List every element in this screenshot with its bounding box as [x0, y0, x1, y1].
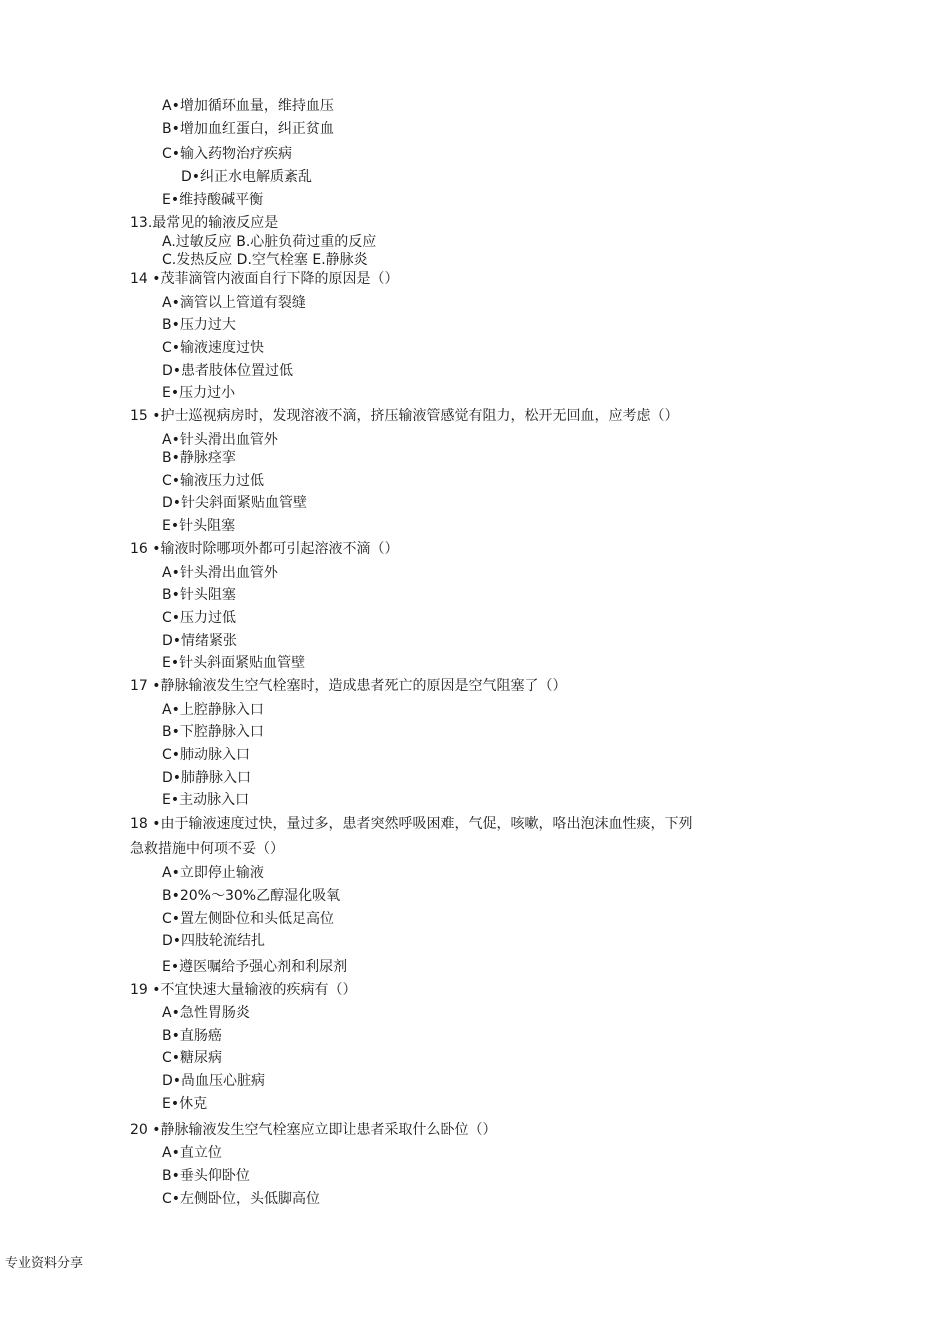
question-18: 18 •由于输液速度过快，量过多，患者突然呼吸困难，气促，咳嗽，咯出泡沫血性痰，下列 — [130, 816, 693, 832]
question-20: 20 •静脉输液发生空气栓塞应立即让患者采取什么卧位（） — [130, 1122, 497, 1138]
options-line: A.过敏反应 B.心脏负荷过重的反应 — [162, 234, 377, 250]
option-c: C•置左侧卧位和头低足高位 — [162, 911, 335, 927]
option-d: D•情绪紧张 — [162, 633, 238, 649]
question-17: 17 •静脉输液发生空气栓塞时，造成患者死亡的原因是空气阻塞了（） — [130, 678, 567, 694]
option-b: B•直肠癌 — [162, 1028, 222, 1044]
option-b: B•静脉痉挛 — [162, 450, 236, 466]
option-d: D•咼血压心脏病 — [162, 1073, 266, 1089]
option-b: B•压力过大 — [162, 317, 236, 333]
option-a: A•增加循环血量，维持血压 — [162, 98, 334, 114]
footer-note: 专业资料分享 — [5, 1256, 84, 1271]
option-e: E•针头斜面紧贴血管壁 — [162, 655, 306, 671]
option-c: C•输液速度过快 — [162, 340, 265, 356]
option-e: E•主动脉入口 — [162, 792, 250, 808]
option-a: A•立即停止输液 — [162, 865, 264, 881]
option-c: C•输入药物治疗疾病 — [162, 146, 293, 162]
question-14: 14 •茂菲滴管内液面自行下降的原因是（） — [130, 271, 399, 287]
option-d: D•纠正水电解质紊乱 — [181, 169, 313, 185]
option-a: A•直立位 — [162, 1145, 222, 1161]
option-e: E•遵医嘱给予强心剂和利尿剂 — [162, 959, 348, 975]
option-e: E•休克 — [162, 1096, 208, 1112]
option-a: A•上腔静脉入口 — [162, 702, 264, 718]
option-b: B•垂头仰卧位 — [162, 1168, 250, 1184]
option-b: B•下腔静脉入口 — [162, 724, 264, 740]
option-d: D•患者肢体位置过低 — [162, 363, 294, 379]
option-a: A•滴管以上管道有裂缝 — [162, 295, 306, 311]
option-b: B•增加血红蛋白，纠正贫血 — [162, 121, 334, 137]
question-15: 15 •护士巡视病房时，发现溶液不滴，挤压输液管感觉有阻力，松开无回血，应考虑（） — [130, 408, 679, 424]
question-13: 13.最常见的输液反应是 — [130, 215, 279, 231]
option-a: A•针头滑出血管外 — [162, 565, 278, 581]
option-b: B•20%〜30%乙醇湿化吸氧 — [162, 888, 341, 904]
option-e: E•压力过小 — [162, 385, 236, 401]
option-c: C•糖尿病 — [162, 1050, 223, 1066]
option-c: C•输液压力过低 — [162, 473, 265, 489]
question-16: 16 •输液时除哪项外都可引起溶液不滴（） — [130, 541, 399, 557]
option-c: C•肺动脉入口 — [162, 747, 251, 763]
option-a: A•急性胃肠炎 — [162, 1005, 250, 1021]
question-19: 19 •不宜快速大量输液的疾病有（） — [130, 982, 357, 998]
option-d: D•四肢轮流结扎 — [162, 933, 266, 949]
option-c: C•压力过低 — [162, 610, 237, 626]
option-e: E•维持酸碱平衡 — [162, 192, 264, 208]
option-c: C•左侧卧位，头低脚高位 — [162, 1191, 321, 1207]
option-d: D•肺静脉入口 — [162, 770, 252, 786]
option-b: B•针头阻塞 — [162, 587, 236, 603]
option-a: A•针头滑出血管外 — [162, 432, 278, 448]
question-18-continued: 急救措施中何项不妥（） — [130, 841, 284, 857]
option-e: E•针头阻塞 — [162, 518, 236, 534]
option-d: D•针尖斜面紧贴血管壁 — [162, 495, 308, 511]
options-line: C.发热反应 D.空气栓塞 E.静脉炎 — [162, 252, 368, 268]
